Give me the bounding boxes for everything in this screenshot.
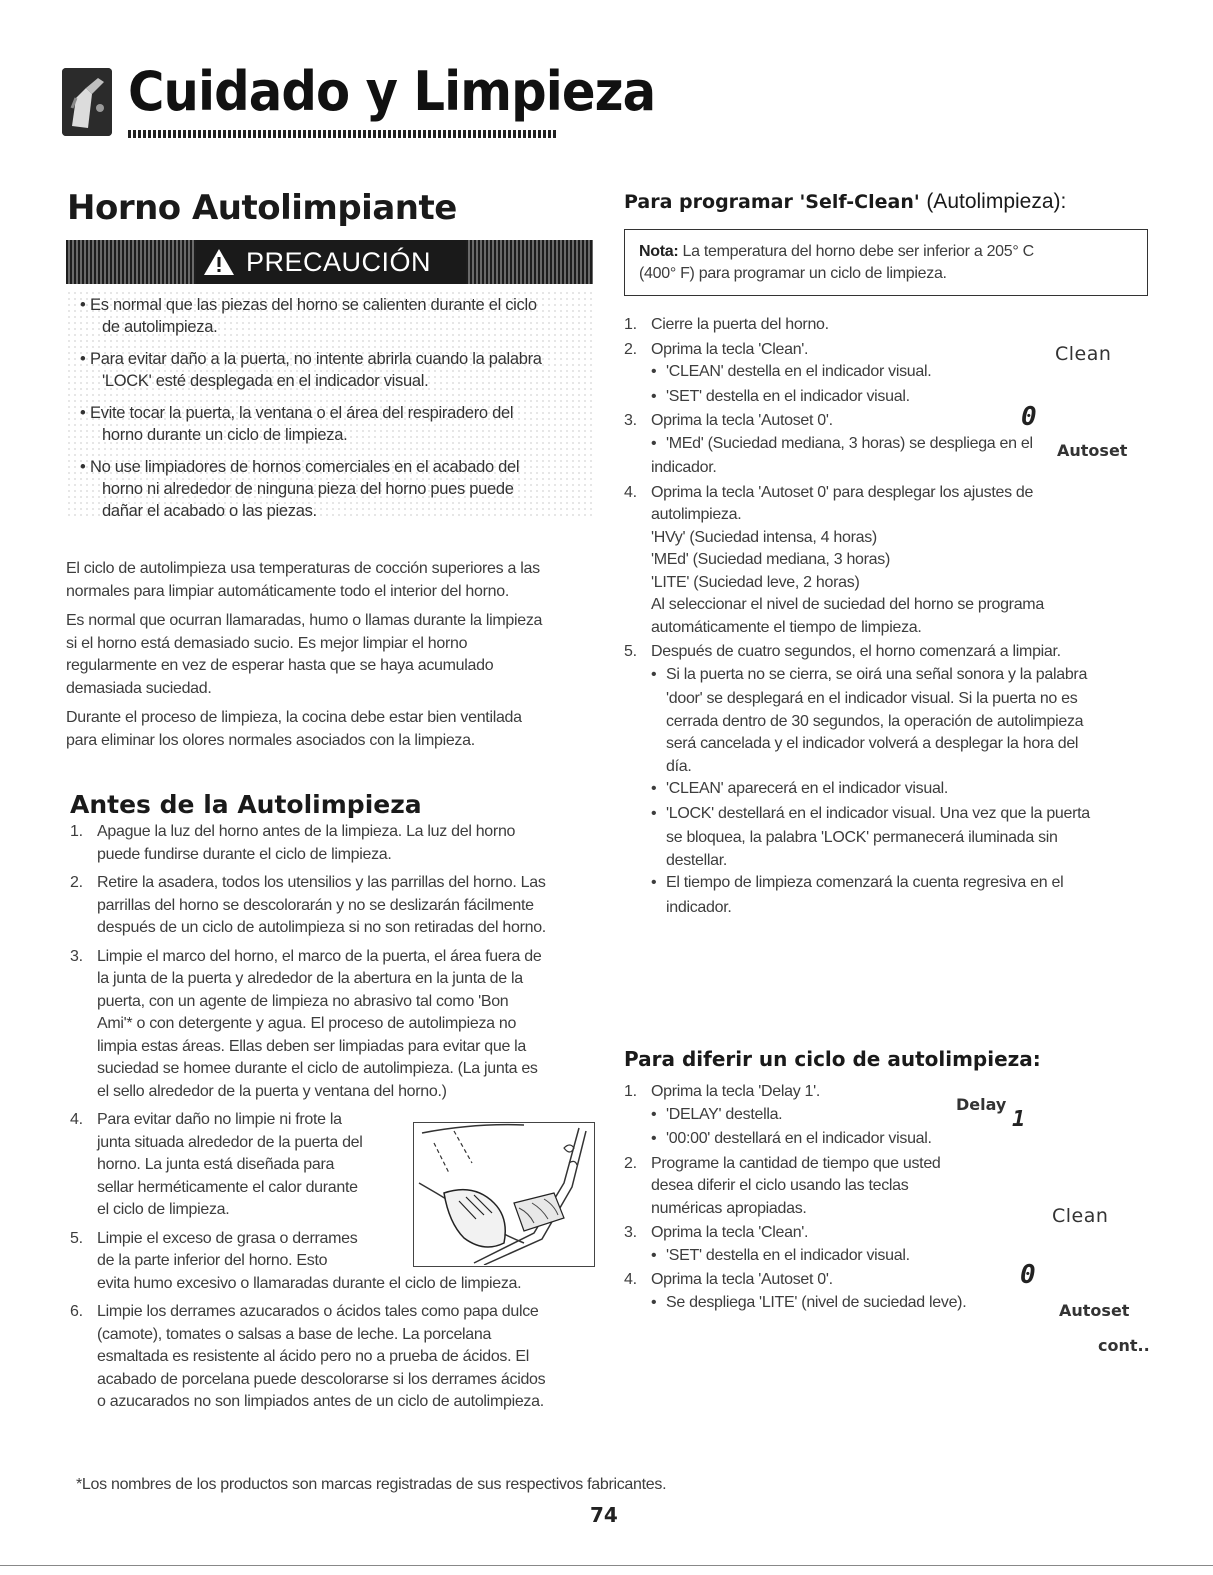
bullet-icon: • [651,1130,657,1147]
step-bullet [624,1128,1044,1151]
caution-item-line: dañar el acabado o las piezas. [102,502,317,520]
step-continuation [624,756,1094,779]
step-text: Oprima la tecla 'Autoset 0' para desplegar los ajustes de [651,483,1034,501]
bullet-icon: • [651,874,657,891]
step-continuation [624,549,1094,572]
step-text: desea diferir el ciclo usando las teclas [651,1177,909,1194]
nota-line-1: La temperatura del horno debe ser inferior a 205° C [682,243,1034,260]
step-text: automáticamente el tiempo de limpieza. [651,618,922,636]
bullet-icon: • [651,665,657,683]
step [624,314,1094,337]
step-text: 'CLEAN' destella en el indicador visual. [666,363,932,380]
caution-item-line [80,348,585,370]
page-number: 74 [590,1503,618,1527]
step-text: El tiempo de limpieza comenzará la cuenta regresiva en el [666,874,1064,891]
section-title-programar [624,190,1066,214]
bullet-icon: • [651,434,657,452]
caution-item-line [80,456,585,478]
continued-label: cont.. [1098,1336,1150,1355]
header-rule [128,130,556,138]
step-number: 3. [624,412,637,429]
bullet-icon: • [80,404,86,422]
antes-item [70,1301,610,1414]
antes-item [70,821,610,866]
step-text: 'SET' destella en el indicador visual. [666,387,910,405]
antes-item-line: evita humo excesivo o llamaradas durante el ciclo de limpieza. [97,1274,522,1292]
step-text: 'DELAY' destella. [666,1105,783,1123]
bullet-icon: • [651,780,657,797]
door-gasket-illustration [413,1122,595,1267]
step [624,641,1094,664]
step-text: Oprima la tecla 'Autoset 0'. [651,412,833,429]
autoset-key-label: Autoset [1057,441,1128,460]
caution-item-text: Para evitar daño a la puerta, no intente abrirla cuando la palabra [90,350,542,368]
step-continuation [624,617,1094,640]
caution-item-line [80,294,585,316]
step-continuation [624,457,1094,480]
clean-key: Clean [1055,343,1112,365]
step-continuation [624,733,1094,756]
bullet-icon: • [651,1293,657,1311]
step [624,1153,1044,1176]
warning-icon [202,247,236,277]
intro-paragraph [66,610,606,700]
intro-paragraph-line: Es normal que ocurran llamaradas, humo o llamas durante la limpieza [66,612,543,629]
step [624,1269,1044,1292]
caution-item-line [80,402,585,424]
antes-item-line: después de un ciclo de autolimpieza si no son retiradas del horno. [97,919,546,936]
bullet-icon: • [651,1105,657,1123]
diferir-steps [624,1081,1044,1316]
step-text: Oprima la tecla 'Clean'. [651,1224,809,1241]
intro-paragraph-line: si el horno está demasiado sucio. Es mejor limpiar el horno [66,634,468,652]
step-bullet [624,778,1094,801]
antes-item-line: sellar herméticamente el calor durante [97,1178,358,1196]
step-number: 4. [624,1271,637,1288]
antes-item [70,872,610,940]
step-number: 5. [624,643,637,660]
page-header-title: Cuidado y Limpieza [128,60,656,123]
step-text: autolimpieza. [651,506,742,523]
caution-banner [66,240,593,284]
delay-key-label: Delay [956,1095,1007,1114]
antes-item-line: puede fundirse durante el ciclo de limpieza. [97,845,392,863]
step-text: numéricas apropiadas. [651,1199,807,1217]
intro-paragraph-line: para eliminar los olores normales asociados con la limpieza. [66,731,475,749]
antes-item-line: limpia estas áreas. Ellas deben ser limpiadas para evitar que la [97,1037,527,1055]
nota-label: Nota: [639,243,679,260]
step-text: Oprima la tecla 'Autoset 0'. [651,1271,833,1288]
step-text: día. [666,757,692,775]
antes-item-line: puerta, con un agente de limpieza no abrasivo tal como 'Bon [97,992,509,1010]
antes-item-number: 4. [70,1111,83,1128]
step-bullet [624,1292,1044,1315]
antes-item-line: Limpie los derrames azucarados o ácidos tales como papa dulce [97,1303,539,1320]
antes-item-line: el sello alrededor de la puerta y ventana del horno.) [97,1082,447,1100]
nota-line-2: (400° F) para programar un ciclo de limpieza. [639,265,947,282]
caution-item [80,402,585,446]
delay-one-key: 1 [1012,1107,1026,1132]
step-bullet [624,433,1094,456]
step-continuation [624,572,1094,595]
autoset-key-label-2: Autoset [1059,1301,1130,1320]
programar-title-normal: (Autolimpieza): [926,190,1067,213]
bullet-icon: • [651,387,657,405]
step-continuation [624,897,1094,920]
step-continuation [624,827,1094,850]
caution-item [80,294,585,338]
antes-item-number: 1. [70,823,83,840]
step-text: cerrada dentro de 30 segundos, la operación de autolimpieza [666,712,1084,730]
intro-paragraph-line: normales para limpiar automáticamente todo el interior del horno. [66,582,509,600]
antes-item-line: parrillas del horno se descolorarán y no se deslizarán fácilmente [97,896,534,914]
antes-item-number: 6. [70,1303,83,1320]
step-text: se bloquea, la palabra 'LOCK' permanecerá iluminada sin [666,829,1058,846]
step-continuation [624,594,1094,617]
antes-item-line: horno. La junta está diseñada para [97,1156,335,1173]
step-text: Oprima la tecla 'Clean'. [651,340,809,358]
step-bullet [624,803,1094,826]
section-title-horno-autolimpiante: Horno Autolimpiante [67,188,457,228]
step-continuation [624,504,1094,527]
step-bullet [624,361,1094,384]
bullet-icon: • [80,458,86,476]
caution-item [80,348,585,392]
intro-paragraph-line: Durante el proceso de limpieza, la cocina debe estar bien ventilada [66,709,522,726]
caution-item-text: Es normal que las piezas del horno se calienten durante el ciclo [90,296,537,314]
section-title-diferir: Para diferir un ciclo de autolimpieza: [624,1047,1041,1071]
step-text: 'SET' destella en el indicador visual. [666,1246,910,1264]
intro-paragraphs [66,558,606,759]
antes-item-line: o azucarados no son limpiados antes de un ciclo de autolimpieza. [97,1393,544,1410]
caution-item [80,456,585,522]
step-text: Programe la cantidad de tiempo que usted [651,1154,941,1172]
step-text: 'LOCK' destellará en el indicador visual. Una vez que la puerta [666,804,1090,822]
step-number: 2. [624,1154,637,1172]
antes-item-line: Limpie el exceso de grasa o derrames [97,1229,358,1247]
autoset-zero-key-2: 0 [1020,1260,1036,1290]
step-text: 'HVy' (Suciedad intensa, 4 horas) [651,528,877,546]
caution-item-line: horno durante un ciclo de limpieza. [102,426,348,444]
antes-item-line: esmaltada es resistente al ácido pero no a prueba de ácidos. El [97,1348,530,1365]
step-text: 'LITE' (Suciedad leve, 2 horas) [651,573,860,591]
step-text: 'door' se desplegará en el indicador visual. Si la puerta no es [666,690,1078,707]
antes-item-line: Para evitar daño no limpie ni frote la [97,1111,342,1128]
step-text: Después de cuatro segundos, el horno comenzará a limpiar. [651,643,1061,660]
antes-item-line: Ami'* o con detergente y agua. El proceso de autolimpieza no [97,1015,517,1032]
intro-paragraph-line: El ciclo de autolimpieza usa temperaturas de cocción superiores a las [66,560,540,577]
step-text: 'CLEAN' aparecerá en el indicador visual. [666,780,948,797]
step-text: Se despliega 'LITE' (nivel de suciedad leve). [666,1293,967,1311]
step-text: Cierre la puerta del horno. [651,316,829,333]
intro-paragraph [66,558,606,603]
antes-item-line: el ciclo de limpieza. [97,1201,230,1218]
step-continuation [624,688,1094,711]
step-text: Oprima la tecla 'Delay 1'. [651,1083,821,1100]
step [624,482,1094,505]
antes-item-line: junta situada alrededor de la puerta del [97,1133,363,1151]
nota-box [624,229,1148,296]
step-text: 'MEd' (Suciedad mediana, 3 horas) [651,551,891,568]
antes-item-number: 3. [70,947,83,965]
antes-item-line: Limpie el marco del horno, el marco de la puerta, el área fuera de [97,947,542,965]
antes-item-line: (camote), tomates o salsas a base de leche. La porcelana [97,1325,492,1343]
bullet-icon: • [651,1246,657,1264]
antes-item-line: Apague la luz del horno antes de la limpieza. La luz del horno [97,823,516,840]
step-continuation [624,850,1094,873]
step-number: 1. [624,316,637,333]
caution-item-line: horno ni alrededor de ninguna pieza del horno pues puede [102,480,514,498]
step-number: 4. [624,483,637,501]
caution-item-line: 'LOCK' esté desplegada en el indicador visual. [102,372,429,390]
bullet-icon: • [80,296,86,314]
step-text: 'MEd' (Suciedad mediana, 3 horas) se despliega en el [666,434,1033,452]
footnote: *Los nombres de los productos son marcas registradas de sus respectivos fabricantes. [76,1476,667,1493]
step-number: 1. [624,1083,637,1100]
caution-list [66,290,593,518]
step-text: destellar. [666,851,728,869]
step-number: 2. [624,340,637,358]
caution-item-line: de autolimpieza. [102,318,218,336]
antes-item-number: 5. [70,1229,83,1247]
step-bullet [624,1245,1044,1268]
step-continuation [624,711,1094,734]
step-text: Al seleccionar el nivel de suciedad del horno se programa [651,596,1044,613]
antes-item-line: Retire la asadera, todos los utensilios y las parrillas del horno. Las [97,874,546,891]
autoset-zero-key: 0 [1021,402,1037,432]
intro-paragraph-line: regularmente en vez de esperar hasta que se haya acumulado [66,657,494,674]
antes-item-number: 2. [70,874,83,891]
antes-list [70,821,610,1420]
section-title-antes: Antes de la Autolimpieza [70,790,422,819]
step-continuation [624,1198,1044,1221]
step-number: 3. [624,1224,637,1241]
antes-item-line: suciedad se homee durante el ciclo de autolimpieza. (La junta es [97,1060,538,1077]
antes-item-line: de la parte inferior del horno. Esto [97,1252,328,1269]
step-continuation [624,1175,1044,1198]
caution-item-text: No use limpiadores de hornos comerciales en el acabado del [90,458,520,476]
step [624,339,1094,362]
intro-paragraph [66,707,606,752]
step-bullet [624,872,1094,895]
step-text: Si la puerta no se cierra, se oirá una señal sonora y la palabra [666,665,1088,683]
step [624,1222,1044,1245]
bottom-rule [0,1565,1213,1566]
antes-item-line: acabado de porcelana puede descolorarse si los derrames ácidos [97,1370,546,1388]
step-text: '00:00' destellará en el indicador visual. [666,1130,932,1147]
caution-label: PRECAUCIÓN [246,246,432,277]
clean-key-2: Clean [1052,1205,1109,1227]
step-bullet [624,664,1094,687]
antes-item [70,946,610,1104]
programar-title-bold: Para programar 'Self-Clean' [624,191,920,213]
step-text: indicador. [651,459,717,476]
antes-item-line: la junta de la puerta y alrededor de la abertura en la junta de la [97,970,523,987]
spray-bottle-icon [62,68,112,136]
step-continuation [624,527,1094,550]
intro-paragraph-line: demasiada suciedad. [66,679,212,697]
step-text: será cancelada y el indicador volverá a desplegar la hora del [666,735,1079,752]
step-text: indicador. [666,898,732,916]
bullet-icon: • [80,350,86,368]
caution-item-text: Evite tocar la puerta, la ventana o el área del respiradero del [90,404,514,422]
bullet-icon: • [651,804,657,822]
bullet-icon: • [651,363,657,380]
